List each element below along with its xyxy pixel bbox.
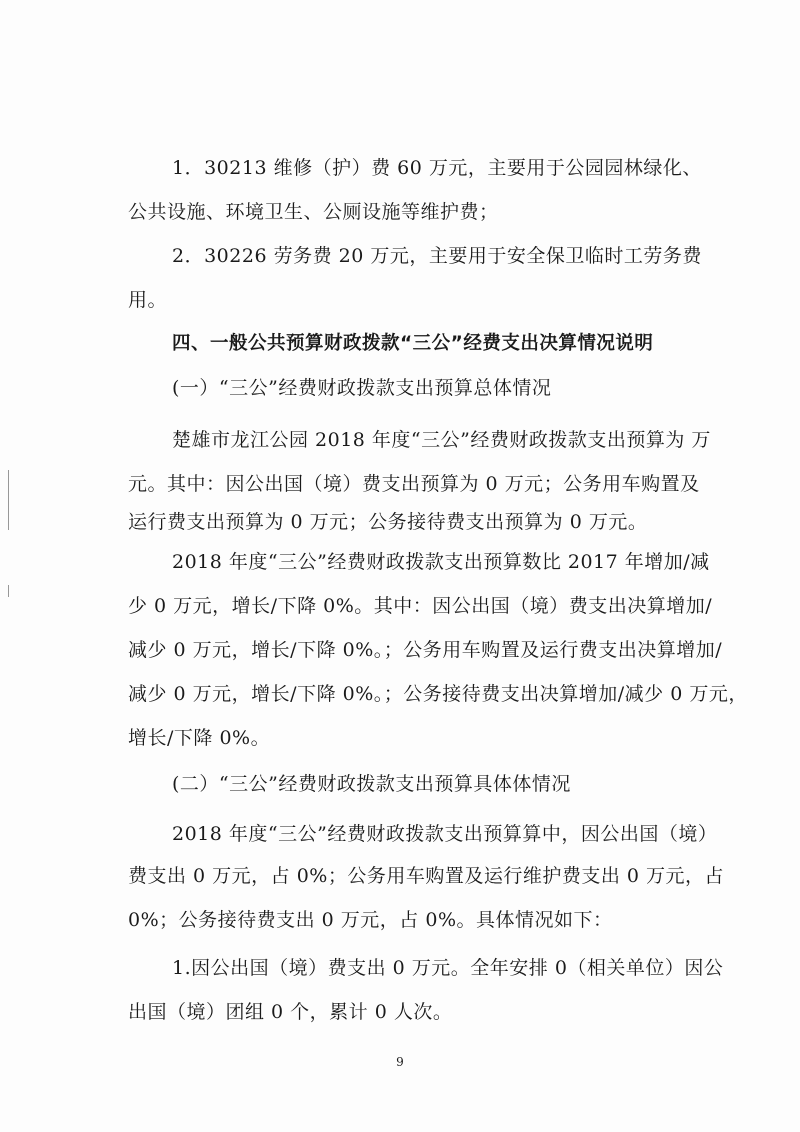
section-heading: 四、一般公共预算财政拨款“三公”经费支出决算情况说明 (172, 333, 654, 354)
text-line: 减少 0 万元，增长/下降 0%。；公务用车购置及运行费支出决算增加/ (128, 639, 723, 661)
text-line: 元。其中：因公出国（境）费支出预算为 0 万元；公务用车购置及 (128, 473, 700, 495)
text-line: 少 0 万元，增长/下降 0%。其中：因公出国（境）费支出决算增加/ (128, 595, 713, 617)
text-line: 运行费支出预算为 0 万元；公务接待费支出预算为 0 万元。 (128, 511, 648, 533)
text-line: 增长/下降 0%。 (128, 727, 271, 749)
text-line: 2．30226 劳务费 20 万元，主要用于安全保卫临时工劳务费 (172, 245, 702, 267)
text-line: 费支出 0 万元，占 0%；公务用车购置及运行维护费支出 0 万元，占 (128, 865, 725, 887)
text-line: 0%；公务接待费支出 0 万元，占 0%。具体情况如下： (128, 909, 613, 931)
text-line: 用。 (128, 289, 168, 311)
text-line: 1．30213 维修（护）费 60 万元，主要用于公园园林绿化、 (172, 157, 702, 179)
subsection-heading: (二）“三公”经费财政拨款支出预算具体体情况 (172, 773, 571, 795)
text-line: 1.因公出国（境）费支出 0 万元。全年安排 0（相关单位）因公 (172, 957, 724, 979)
text-line: 减少 0 万元，增长/下降 0%。；公务接待费支出决算增加/减少 0 万元， (128, 683, 748, 705)
subsection-heading: (一）“三公”经费财政拨款支出预算总体情况 (172, 377, 552, 399)
text-line: 楚雄市龙江公园 2018 年度“三公”经费财政拨款支出预算为 万 (172, 429, 711, 451)
page-number: 9 (396, 1055, 404, 1069)
text-line: 2018 年度“三公”经费财政拨款支出预算算中，因公出国（境） (172, 823, 718, 845)
text-line: 公共设施、环境卫生、公厕设施等维护费； (128, 201, 499, 223)
text-line: 出国（境）团组 0 个，累计 0 人次。 (128, 1001, 453, 1023)
text-line: 2018 年度“三公”经费财政拨款支出预算数比 2017 年增加/减 (172, 551, 710, 573)
